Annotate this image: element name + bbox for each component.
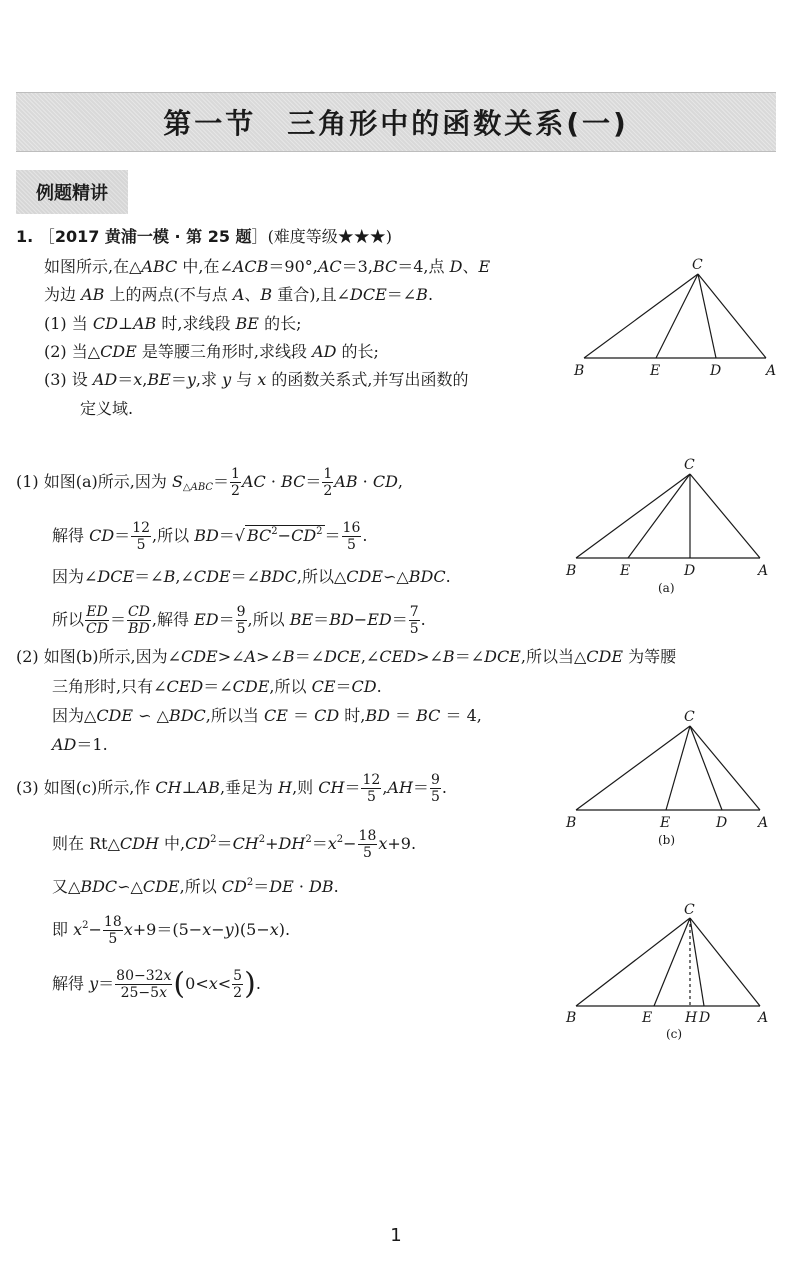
solution-line: 因为∠DCE＝∠B,∠CDE＝∠BDC,所以△CDE∽△BDC. bbox=[52, 567, 451, 586]
solution-line: 所以 $\frac{ED}{CD}$ ＝ $\frac{CD}{BD}$ ,解得 ED＝ $\frac{9}{5}$ ,所以 BE＝BD−ED＝ $\frac{7}{5}$ . bbox=[52, 604, 426, 637]
solution-part2: (2) 如图(b)所示,因为∠CDE>∠A>∠B＝∠DCE,∠CED>∠B＝∠DCE,所以当△CDE 为等腰 bbox=[16, 647, 677, 666]
vertex-label-E: E bbox=[660, 815, 671, 831]
solution-part1: (1) 如图(a)所示,因为 $S_{\triangle ABC}=$ $\frac{1}{2}$ AC · BC＝ $\frac{1}{2}$ AB · CD, bbox=[16, 466, 404, 499]
solution-line: 三角形时,只有∠CED＝∠CDE,所以 CE＝CD. bbox=[52, 677, 382, 696]
vertex-label-C: C bbox=[692, 257, 703, 273]
solution-line: 又△BDC∽△CDE,所以 $CD^2=DE$ · DB. bbox=[52, 877, 339, 896]
problem-question: (2) 当△CDE 是等腰三角形时,求线段 AD 的长; bbox=[44, 342, 379, 361]
triangle-figure-b bbox=[562, 706, 776, 852]
problem-question: (3) 设 AD＝x,BE＝y,求 y 与 x 的函数关系式,并写出函数的 bbox=[44, 370, 469, 389]
solution-line: 解得 y＝ $\frac{80-32x}{25-5x}$ (0<x< $\frac{5}{2}$ ). bbox=[52, 966, 261, 1002]
vertex-label-B: B bbox=[574, 363, 585, 379]
vertex-label-B: B bbox=[566, 1010, 577, 1026]
vertex-label-C: C bbox=[684, 709, 695, 725]
vertex-label-C: C bbox=[684, 902, 695, 918]
triangle-figure-c bbox=[562, 900, 776, 1046]
vertex-label-A: A bbox=[766, 363, 777, 379]
vertex-label-D: D bbox=[716, 815, 728, 831]
triangle-figure-a bbox=[562, 454, 776, 600]
vertex-label-A: A bbox=[758, 1010, 769, 1026]
solution-part3: (3) 如图(c)所示,作 CH⊥AB,垂足为 H,则 CH＝ $\frac{12}{5}$ ,AH＝ $\frac{9}{5}$ . bbox=[16, 772, 447, 805]
vertex-label-H: H bbox=[685, 1010, 698, 1026]
solution-line: AD＝1. bbox=[52, 735, 108, 754]
vertex-label-C: C bbox=[684, 457, 695, 473]
section-title: 第一节 三角形中的函数关系(一) bbox=[16, 92, 776, 152]
vertex-label-E: E bbox=[650, 363, 661, 379]
problem-source: 2017 黄浦一模 · 第 25 题 bbox=[54, 227, 252, 246]
solution-line: 即 $x^2-$ $\frac{18}{5}$ x+9＝(5−x−y)(5−x). bbox=[52, 914, 291, 947]
problem-header: 1. ［2017 黄浦一模 · 第 25 题］(难度等级★★★) bbox=[16, 227, 393, 246]
vertex-label-A: A bbox=[758, 563, 769, 579]
vertex-label-D: D bbox=[699, 1010, 711, 1026]
problem-line: 如图所示,在△ABC 中,在∠ACB＝90°,AC＝3,BC＝4,点 D、E bbox=[44, 257, 491, 276]
problem-question: 定义域. bbox=[80, 399, 134, 418]
problem-question: (1) 当 CD⊥AB 时,求线段 BE 的长; bbox=[44, 314, 302, 333]
solution-line: 解得 CD＝ $\frac{12}{5}$ ,所以 BD＝√ $BC^2-CD^2$ ＝ $\frac{16}{5}$ . bbox=[52, 520, 368, 553]
source-open-bracket: ［ bbox=[38, 227, 55, 246]
vertex-label-E: E bbox=[642, 1010, 653, 1026]
source-close-bracket: ］ bbox=[251, 227, 268, 246]
figure-caption-c: (c) bbox=[666, 1027, 683, 1041]
problem-number: 1 bbox=[16, 227, 28, 246]
vertex-label-D: D bbox=[684, 563, 696, 579]
solution-line: 因为△CDE ∽ △BDC,所以当 CE ＝ CD 时,BD ＝ BC ＝ 4, bbox=[52, 706, 482, 725]
difficulty-rating: (难度等级★★★) bbox=[267, 227, 393, 246]
vertex-label-A: A bbox=[758, 815, 769, 831]
problem-line: 为边 AB 上的两点(不与点 A、B 重合),且∠DCE＝∠B. bbox=[44, 285, 434, 304]
solution-line: 则在 Rt△CDH 中$,CD^2=CH^2+DH^2=x^2-$ $\frac{18}{5}$ x+9. bbox=[52, 828, 417, 861]
subsection-tag: 例题精讲 bbox=[16, 170, 128, 214]
vertex-label-B: B bbox=[566, 815, 577, 831]
vertex-label-D: D bbox=[710, 363, 722, 379]
triangle-figure-main bbox=[570, 254, 780, 382]
vertex-label-E: E bbox=[620, 563, 631, 579]
page-number: 1 bbox=[390, 1225, 402, 1246]
vertex-label-B: B bbox=[566, 563, 577, 579]
figure-caption-a: (a) bbox=[658, 581, 675, 595]
figure-caption-b: (b) bbox=[658, 833, 676, 847]
